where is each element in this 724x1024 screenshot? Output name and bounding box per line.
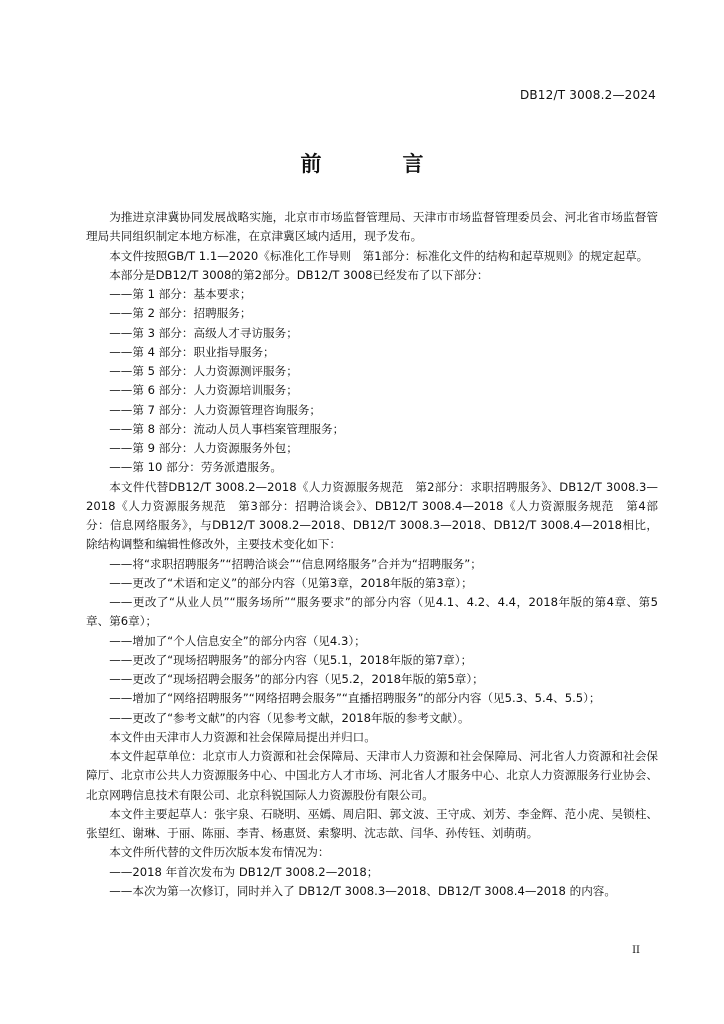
history-intro-paragraph: 本文件所代替的文件历次版本发布情况为： (109, 845, 330, 860)
standard-number: DB12/T 3008.2—2024 (519, 88, 656, 102)
list-item: ——第 2 部分：招聘服务； (109, 306, 252, 321)
foreword-body (86, 208, 658, 901)
list-item: ——第 10 部分：劳务派遣服务。 (109, 460, 283, 475)
list-item: ——第 9 部分：人力资源服务外包； (109, 441, 298, 455)
list-item: ——将“求职招聘服务”“招聘洽谈会”“信息网络服务”合并为“招聘服务”； (109, 556, 482, 571)
intro-paragraph-1: 为推进京津冀协同发展战略实施，北京市市场监督管理局、天津市市场监督管理委员会、河北省市场监督管理局共同组织制定本地方标准，在京津冀区域内适用，现予发布。 (86, 210, 658, 244)
list-item: ——第 7 部分：人力资源管理咨询服务； (109, 402, 322, 417)
intro-paragraph-3: 本部分是DB12/T 3008的第2部分。DB12/T 3008已经发布了以下部分： (109, 267, 489, 282)
replacement-paragraph: 本文件代替DB12/T 3008.2—2018《人力资源服务规范 第2部分：求职招聘服务》、DB12/T 3008.3—2018《人力资源服务规范 第3部分：招聘洽谈会》、DB12/T 3008.4—2018《人力资源服务规范 第4部分：信息网络服务》，与DB12/T 3008.2—2018、DB12/T 3008.3—2018、DB12/T 3008.4—2018相比，除结构调整和编辑性修改外，主要技术变化如下： (86, 479, 658, 552)
list-item: ——第 1 部分：基本要求； (109, 287, 252, 301)
list-item: ——增加了“网络招聘服务”“网络招聘会服务”“直播招聘服务”的部分内容（见5.3、5.4、5.5）； (109, 691, 601, 706)
list-item: ——第 5 部分：人力资源测评服务； (109, 364, 298, 378)
list-item: ——第 3 部分：高级人才寻访服务； (109, 325, 298, 340)
list-item: ——本次为第一次修订，同时并入了 DB12/T 3008.3—2018、DB12/T 3008.4—2018 的内容。 (109, 883, 616, 898)
list-item: ——更改了“现场招聘服务”的部分内容（见5.1，2018年版的第7章）； (109, 652, 473, 667)
list-item: ——第 6 部分：人力资源培训服务； (109, 383, 298, 398)
list-item: ——更改了“从业人员”“服务场所”“服务要求”的部分内容（见4.1、4.2、4.4，2018年版的第4章、第5章、第6章）； (86, 595, 658, 629)
page-title: 前 言 (300, 152, 454, 176)
parts-list (86, 285, 658, 478)
list-item: ——第 4 部分：职业指导服务； (109, 344, 275, 359)
history-list (86, 863, 658, 902)
list-item: ——更改了“术语和定义”的部分内容（见第3章，2018年版的第3章）； (109, 575, 473, 590)
proposer-paragraph: 本文件由天津市人力资源和社会保障局提出并归口。 (109, 729, 376, 744)
drafting-units-paragraph: 本文件起草单位：北京市人力资源和社会保障局、天津市人力资源和社会保障局、河北省人力资源和社会保障厅、北京市公共人力资源服务中心、中国北方人才市场、河北省人才服务中心、北京人力资源服务行业协会、北京网聘信息技术有限公司、北京科锐国际人力资源股份有限公司。 (86, 749, 658, 802)
list-item: ——2018 年首次发布为 DB12/T 3008.2—2018； (109, 864, 379, 879)
page-number: II (632, 945, 640, 956)
list-item: ——更改了“参考文献”的内容（见参考文献，2018年版的参考文献）。 (109, 710, 470, 725)
list-item: ——第 8 部分：流动人员人事档案管理服务； (109, 421, 345, 436)
list-item: ——更改了“现场招聘会服务”的部分内容（见5.2，2018年版的第5章）； (109, 672, 484, 686)
list-item: ——增加了“个人信息安全”的部分内容（见4.3）； (109, 633, 366, 648)
drafters-paragraph: 本文件主要起草人：张宇泉、石晓明、巫嫣、周启阳、郭文波、王守成、刘芳、李金辉、范小虎、吴锁柱、张望红、谢琳、于丽、陈丽、李青、杨惠贤、索黎明、沈志歆、闫华、孙传钰、刘萌萌。 (86, 806, 658, 840)
intro-paragraph-2: 本文件按照GB/T 1.1—2020《标准化工作导则 第1部分：标准化文件的结构和起草规则》的规定起草。 (109, 248, 649, 263)
changes-list (86, 555, 658, 728)
